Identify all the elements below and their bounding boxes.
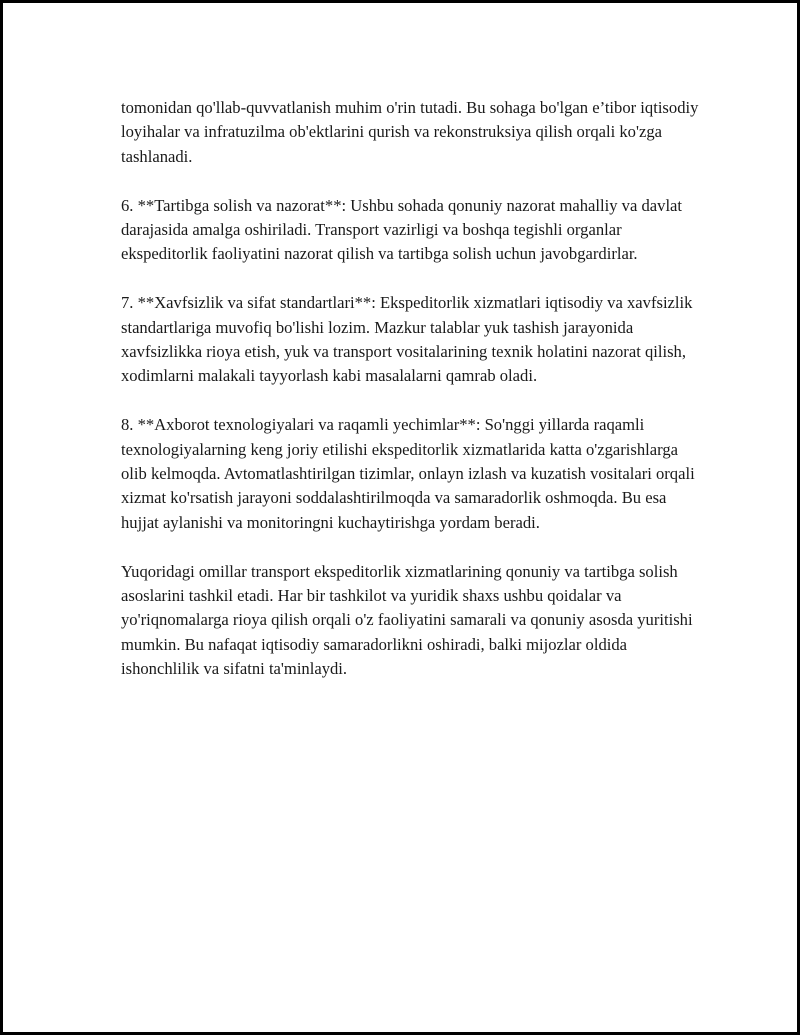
paragraph-intro-continuation: tomonidan qo'llab-quvvatlanish muhim o'rin tutadi. Bu sohaga bo'lgan e’tibor iqtisodiy loyihalar va infratuzilma ob'ektlarini qurish va rekonstruksiya qilish orqali ko'zga tashlanadi. xyxy=(121,98,699,166)
paragraph-item-7: 7. **Xavfsizlik va sifat standartlari**: Ekspeditorlik xizmatlari iqtisodiy va xavfsizlik standartlariga muvofiq bo'lishi lozim. Mazkur talablar yuk tashish jarayonida xavfsizlikka rioya etish, yuk va transport vositalarining texnik holatini nazorat qilish, xodimlarni malakali tayyorlash kabi masalalarni qamrab oladi. xyxy=(121,293,693,386)
paragraph-conclusion: Yuqoridagi omillar transport ekspeditorlik xizmatlarining qonuniy va tartibga solish asoslarini tashkil etadi. Har bir tashkilot va yuridik shaxs ushbu qoidalar va yo'riqnomalarga rioya qilish orqali o'z faoliyatini samarali va qonuniy asosda yuritishi mumkin. Bu nafaqat iqtisodiy samaradorlikni oshiradi, balki mijozlar oldida ishonchlilik va sifatni ta'minlaydi. xyxy=(121,561,693,679)
paragraph-item-6: 6. **Tartibga solish va nazorat**: Ushbu sohada qonuniy nazorat mahalliy va davlat darajasida amalga oshiriladi. Transport vazirligi va boshqa tegishli organlar ekspeditorlik faoliyatini nazorat qilish va tartibga solish uchun javobgardirlar. xyxy=(121,195,683,264)
document-body xyxy=(121,96,701,706)
paragraph-item-8: 8. **Axborot texnologiyalari va raqamli yechimlar**: So'nggi yillarda raqamli texnologiyalarning keng joriy etilishi ekspeditorlik xizmatlarida katta o'zgarishlarga olib kelmoqda. Avtomatlashtirilgan tizimlar, onlayn izlash va kuzatish vositalari orqali xizmat ko'rsatish jarayoni soddalashtirilmoqda va samaradorlik oshmoqda. Bu esa hujjat aylanishi va monitoringni kuchaytirishga yordam beradi. xyxy=(121,415,695,532)
